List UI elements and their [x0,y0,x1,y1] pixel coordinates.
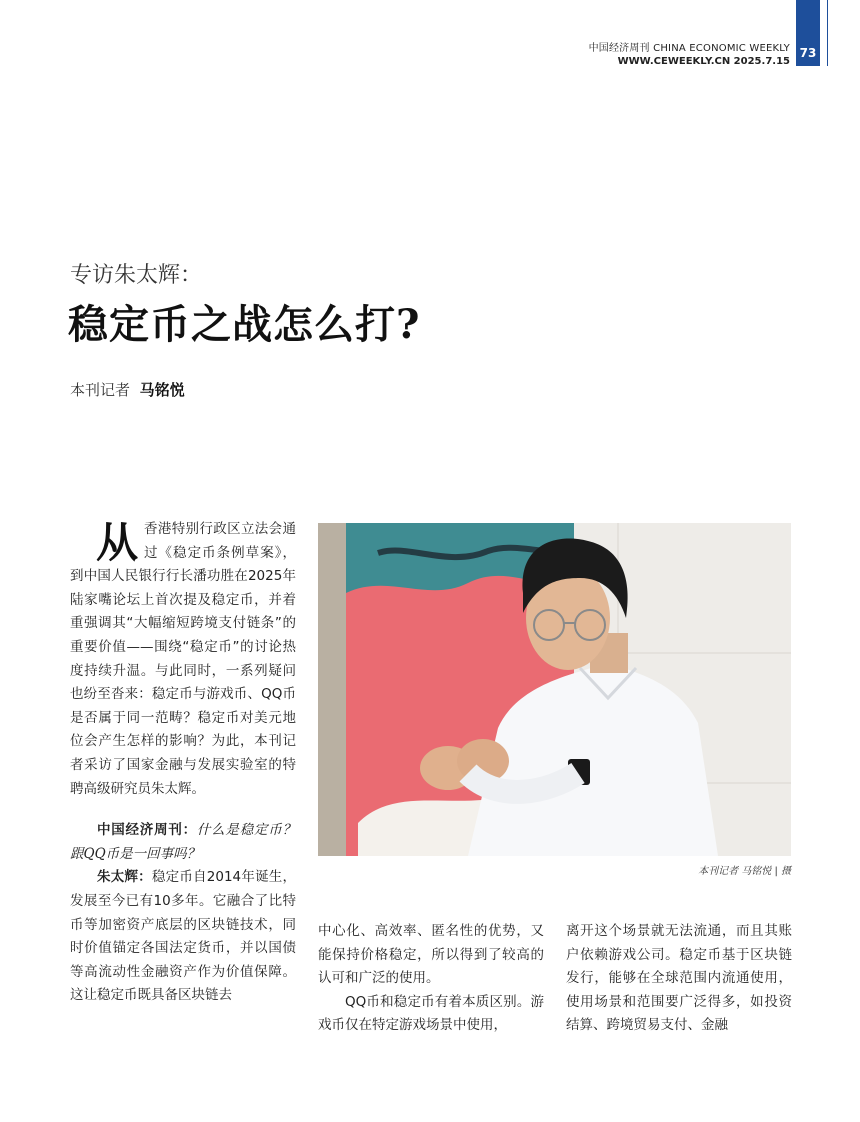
byline-name: 马铭悦 [139,381,185,399]
text-column-2 [318,920,544,1038]
paragraph-continuation: 离开这个场景就无法流通，而且其账户依赖游戏公司。稳定币基于区块链发行，能够在全球范围内流通使用，使用场景和范围要广泛得多，如投资结算、跨境贸易支付、金融 [566,923,792,1034]
paragraph-qq-coin: QQ币和稳定币有着本质区别。游戏币仅在特定游戏场景中使用， [318,993,544,1034]
header-website-date: WWW.CEWEEKLY.CN 2025.7.15 [617,56,790,67]
photo-credit: 本刊记者 马铭悦 | 摄 [698,866,791,877]
answer-1 [70,866,296,1008]
page-number: 73 [799,46,817,60]
lead-text: 香港特别行政区立法会通过《稳定币条例草案》，到中国人民银行行长潘功胜在2025年陆家嘴论坛上首次提及稳定币，并着重强调其“大幅缩短跨境支付链条”的重要价值——围绕“稳定币”的讨论热度持续升温。与此同时，一系列疑问也纷至沓来：稳定币与游戏币、QQ币是否属于同一范畴？稳定币对美元地位会产生怎样的影响？为此，本刊记者采访了国家金融与发展实验室的特聘高级研究员朱太辉。 [70,521,296,797]
header-publication: 中国经济周刊 CHINA ECONOMIC WEEKLY [588,43,790,54]
running-header [589,42,790,68]
question-label: 中国经济周刊： [97,822,197,839]
answer-text-col2: 中心化、高效率、匿名性的优势，又能保持价格稳定，所以得到了较高的认可和广泛的使用。 [318,923,544,987]
question-1 [70,819,296,866]
dropcap: 从 [96,518,139,567]
question-text: 什么是稳定币？跟QQ币是一回事吗？ [70,822,297,862]
page-number-tab [796,0,820,66]
photo-illustration [318,523,791,856]
byline [70,379,185,400]
interview-photo [318,523,791,856]
article-subtitle: 专访朱太辉： [70,263,203,288]
byline-label: 本刊记者 [70,381,131,399]
answer-label: 朱太辉： [97,869,152,886]
article-title: 稳定币之战怎么打? [68,301,421,348]
edge-line [827,0,829,66]
answer-text-col1: 稳定币自2014年诞生，发展至今已有10多年。它融合了比特币等加密资产底层的区块链技术，同时价值锚定各国法定货币，并以国债等高流动性金融资产作为价值保障。这让稳定币既具备区块链去 [70,869,297,1004]
text-column-3 [566,920,792,1038]
text-column-1 [70,518,296,1008]
lead-paragraph [70,518,296,801]
